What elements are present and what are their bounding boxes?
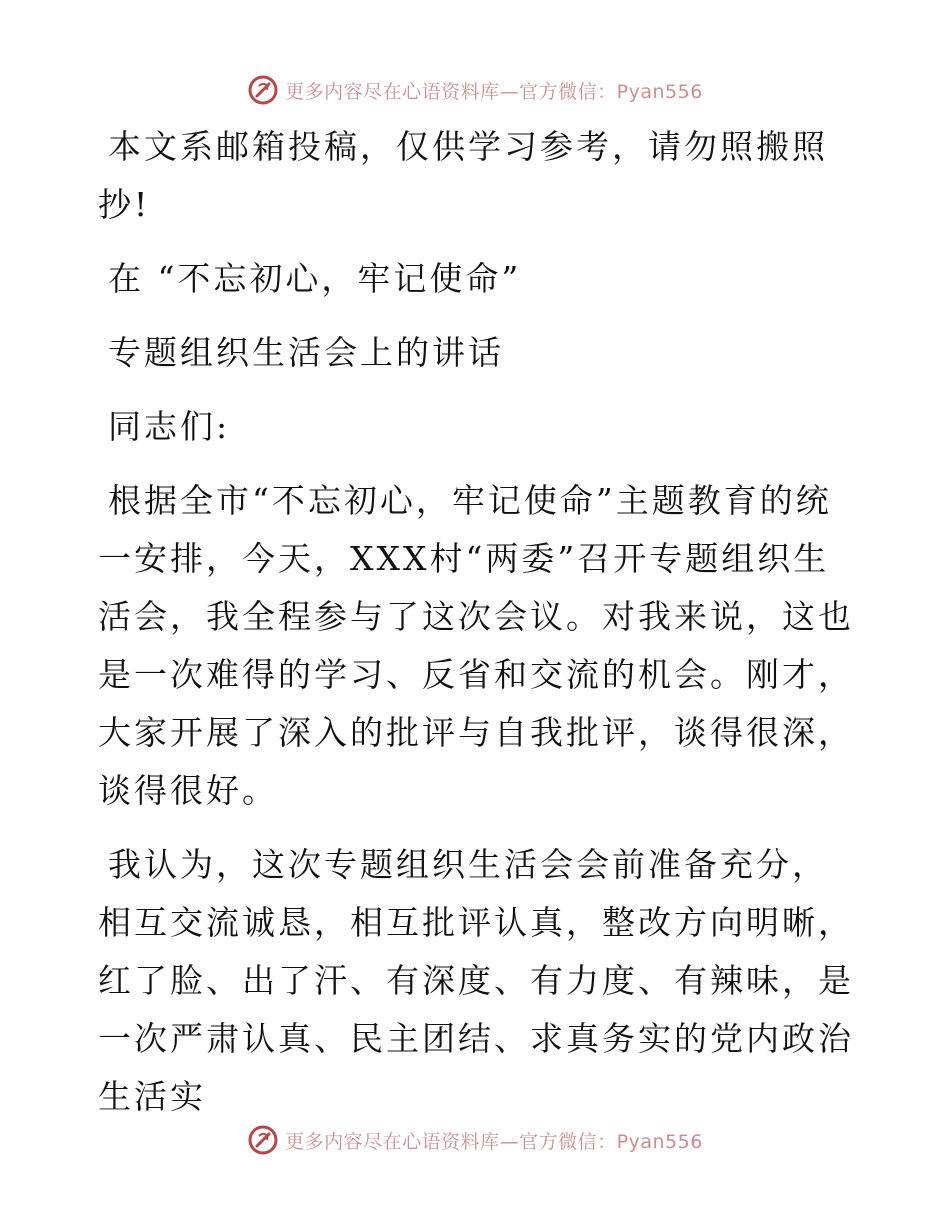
logo-icon bbox=[247, 1124, 279, 1156]
logo-icon bbox=[247, 74, 279, 106]
watermark-text: 更多内容尽在心语资料库—官方微信：Pyan556 bbox=[285, 1130, 703, 1153]
watermark-header bbox=[0, 70, 950, 110]
body-paragraph-1: 根据全市“不忘初心，牢记使命”主题教育的统一安排，今天，XXX村“两委”召开专题组织生活会，我全程参与了这次会议。对我来说，这也是一次难得的学习、反省和交流的机会。刚才，大家开展了深入的批评与自我批评，谈得很深，谈得很好。 bbox=[98, 481, 854, 810]
salutation: 同志们: bbox=[108, 407, 231, 446]
document-body bbox=[98, 118, 858, 1126]
title-line-2: 专题组织生活会上的讲话 bbox=[108, 333, 504, 372]
watermark-footer bbox=[0, 1120, 950, 1160]
title-line-1: 在 “不忘初心，牢记使命” bbox=[108, 259, 522, 298]
body-paragraph-2: 我认为，这次专题组织生活会会前准备充分，相互交流诚恳，相互批评认真，整改方向明晰，红了脸、出了汗、有深度、有力度、有辣味，是一次严肃认真、民主团结、求真务实的党内政治生活实 bbox=[98, 845, 854, 1116]
watermark-text: 更多内容尽在心语资料库—官方微信：Pyan556 bbox=[285, 80, 703, 103]
disclaimer-paragraph: 本文系邮箱投稿，仅供学习参考，请勿照搬照抄! bbox=[98, 127, 828, 224]
